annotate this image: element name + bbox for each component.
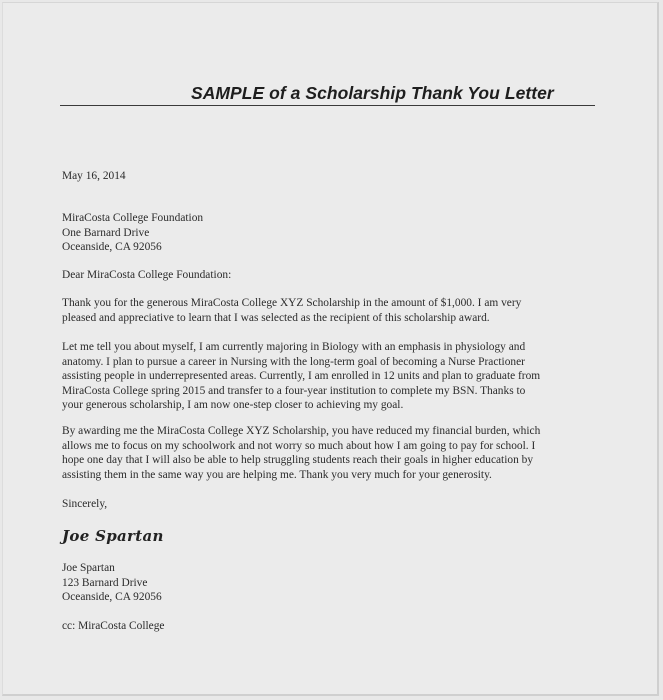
sender-name: Joe Spartan: [62, 562, 115, 574]
recipient-street: One Barnard Drive: [62, 226, 150, 239]
recipient-name: MiraCosta College Foundation: [62, 212, 204, 224]
paragraph-line: anatomy. I plan to pursue a career in Nursing with the long-term goal of becoming a Nurse Practioner: [62, 355, 525, 368]
paragraph-3: [62, 424, 540, 482]
paragraph-line: hope one day that I will also be able to help struggling students reach their goals in higher education by: [62, 454, 534, 467]
paragraph-line: Let me tell you about myself, I am currently majoring in Biology with an emphasis in physiology and: [62, 341, 526, 353]
document-title: SAMPLE of a Scholarship Thank You Letter: [191, 83, 554, 103]
document-page: [2, 2, 659, 696]
title-underline: [60, 105, 595, 106]
paragraph-line: By awarding me the MiraCosta College XYZ Scholarship, you have reduced my financial burden, which: [62, 425, 541, 437]
recipient-address: [62, 211, 203, 255]
closing: Sincerely,: [62, 498, 108, 510]
paragraph-line: assisting them in the same way you are helping me. Thank you very much for your generosity.: [62, 468, 492, 481]
signature: Joe Spartan: [62, 527, 164, 545]
paragraph-line: Thank you for the generous MiraCosta College XYZ Scholarship in the amount of $1,000. I am very: [62, 297, 522, 309]
paragraph-line: pleased and appreciative to learn that I was selected as the recipient of this scholarship award.: [62, 311, 490, 324]
sender-address: [62, 561, 162, 605]
letter-date: May 16, 2014: [62, 170, 126, 182]
paragraph-line: MiraCosta College spring 2015 and transfer to a four-year institution to complete my BSN. Thanks to: [62, 384, 526, 397]
paragraph-line: your generous scholarship, I am now one-step closer to achieving my goal.: [62, 399, 404, 412]
sender-street: 123 Barnard Drive: [62, 576, 148, 589]
paragraph-2: [62, 340, 540, 413]
cc-line: cc: MiraCosta College: [62, 620, 165, 632]
recipient-city: Oceanside, CA 92056: [62, 241, 162, 254]
salutation: Dear MiraCosta College Foundation:: [62, 269, 232, 281]
sender-city: Oceanside, CA 92056: [62, 591, 162, 604]
paragraph-line: allows me to focus on my schoolwork and not worry so much about how I am going to pay for school. I: [62, 439, 536, 452]
paragraph-line: assisting people in underrepresented areas. Currently, I am enrolled in 12 units and plan to graduate from: [62, 370, 541, 383]
paragraph-1: [62, 296, 521, 325]
